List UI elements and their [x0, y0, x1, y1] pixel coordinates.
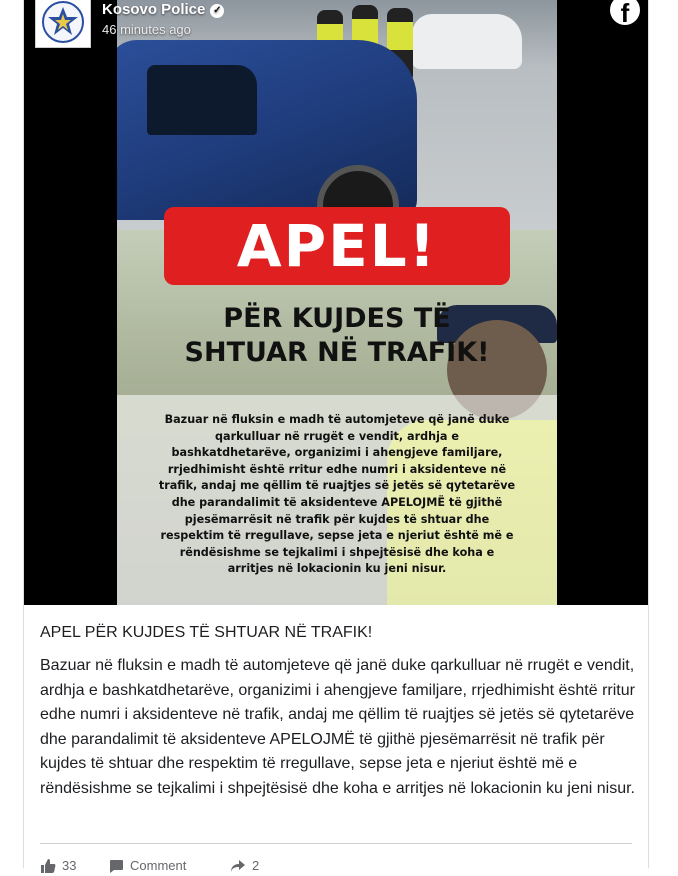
share-button[interactable] [230, 858, 259, 873]
post-header [24, 0, 648, 50]
divider [40, 843, 632, 844]
subtitle-line-2: SHTUAR NË TRAFIK! [184, 337, 490, 368]
car-window [147, 65, 257, 135]
apel-banner [164, 207, 510, 285]
comment-label: Comment [130, 858, 187, 873]
page-name-link[interactable] [102, 1, 224, 18]
kosovo-police-logo-icon [41, 0, 85, 44]
like-button[interactable] [40, 858, 76, 873]
page-name[interactable]: Kosovo Police [102, 1, 206, 18]
post-image[interactable] [117, 0, 557, 605]
apel-label: APEL! [236, 212, 438, 280]
avatar[interactable] [35, 0, 91, 48]
share-icon [230, 859, 246, 873]
comment-button[interactable] [108, 858, 186, 873]
like-count: 33 [62, 858, 77, 873]
post-actions [40, 852, 632, 876]
post-media[interactable] [24, 0, 648, 605]
post-timestamp[interactable]: 46 minutes ago [102, 22, 191, 37]
caption-body: Bazuar në fluksin e madh të automjeteve që janë duke qarkulluar në rrugët e vendit, ardhja e bashkatdhetarëve, organizimi i ahengjeve familjare, rrjedhimisht është rritur edhe numri i aksidenteve në trafik, andaj me qëllim të ruajtjes së jetës së qytetarëve dhe parandalimit të aksidenteve APELOJMË të gjithë pjesëmarrësit në trafik për kujdes të shtuar dhe respektim të rregullave, sepse jeta e njeriut është më e rëndësishme se tejkalimi i shpejtësisë dhe koha e arritjes në lokacionin ku jeni nisur. [40, 657, 635, 797]
thumbs-up-icon [40, 859, 56, 873]
verified-check-icon: ✓ [210, 4, 224, 18]
post-caption [40, 622, 636, 801]
subtitle-line-1: PËR KUJDES TË [223, 303, 451, 334]
image-body-text: Bazuar në fluksin e madh të automjeteve që janë duke qarkulluar në rrugët e vendit, ardhja e bashkatdhetarëve, organizimi i ahengjeve familjare, rrjedhimisht është rritur edhe numri i aksidenteve në trafik, andaj me qëllim të ruajtjes së jetës së qytetarëve dhe parandalimit të aksidenteve APELOJMË të gjithë pjesëmarrësit në trafik për kujdes të shtuar dhe respektim të rregullave, sepse jeta e njeriut është më e rëndësishme se tejkalimi i shpejtësisë dhe koha e arritjes në lokacionin ku jeni nisur. [158, 413, 516, 576]
image-subtitle [137, 302, 537, 370]
caption-title: APEL PËR KUJDES TË SHTUAR NË TRAFIK! [40, 624, 373, 641]
facebook-icon[interactable]: f [610, 0, 640, 25]
post-card [23, 0, 649, 873]
share-count: 2 [252, 858, 260, 873]
comment-icon [108, 859, 124, 873]
